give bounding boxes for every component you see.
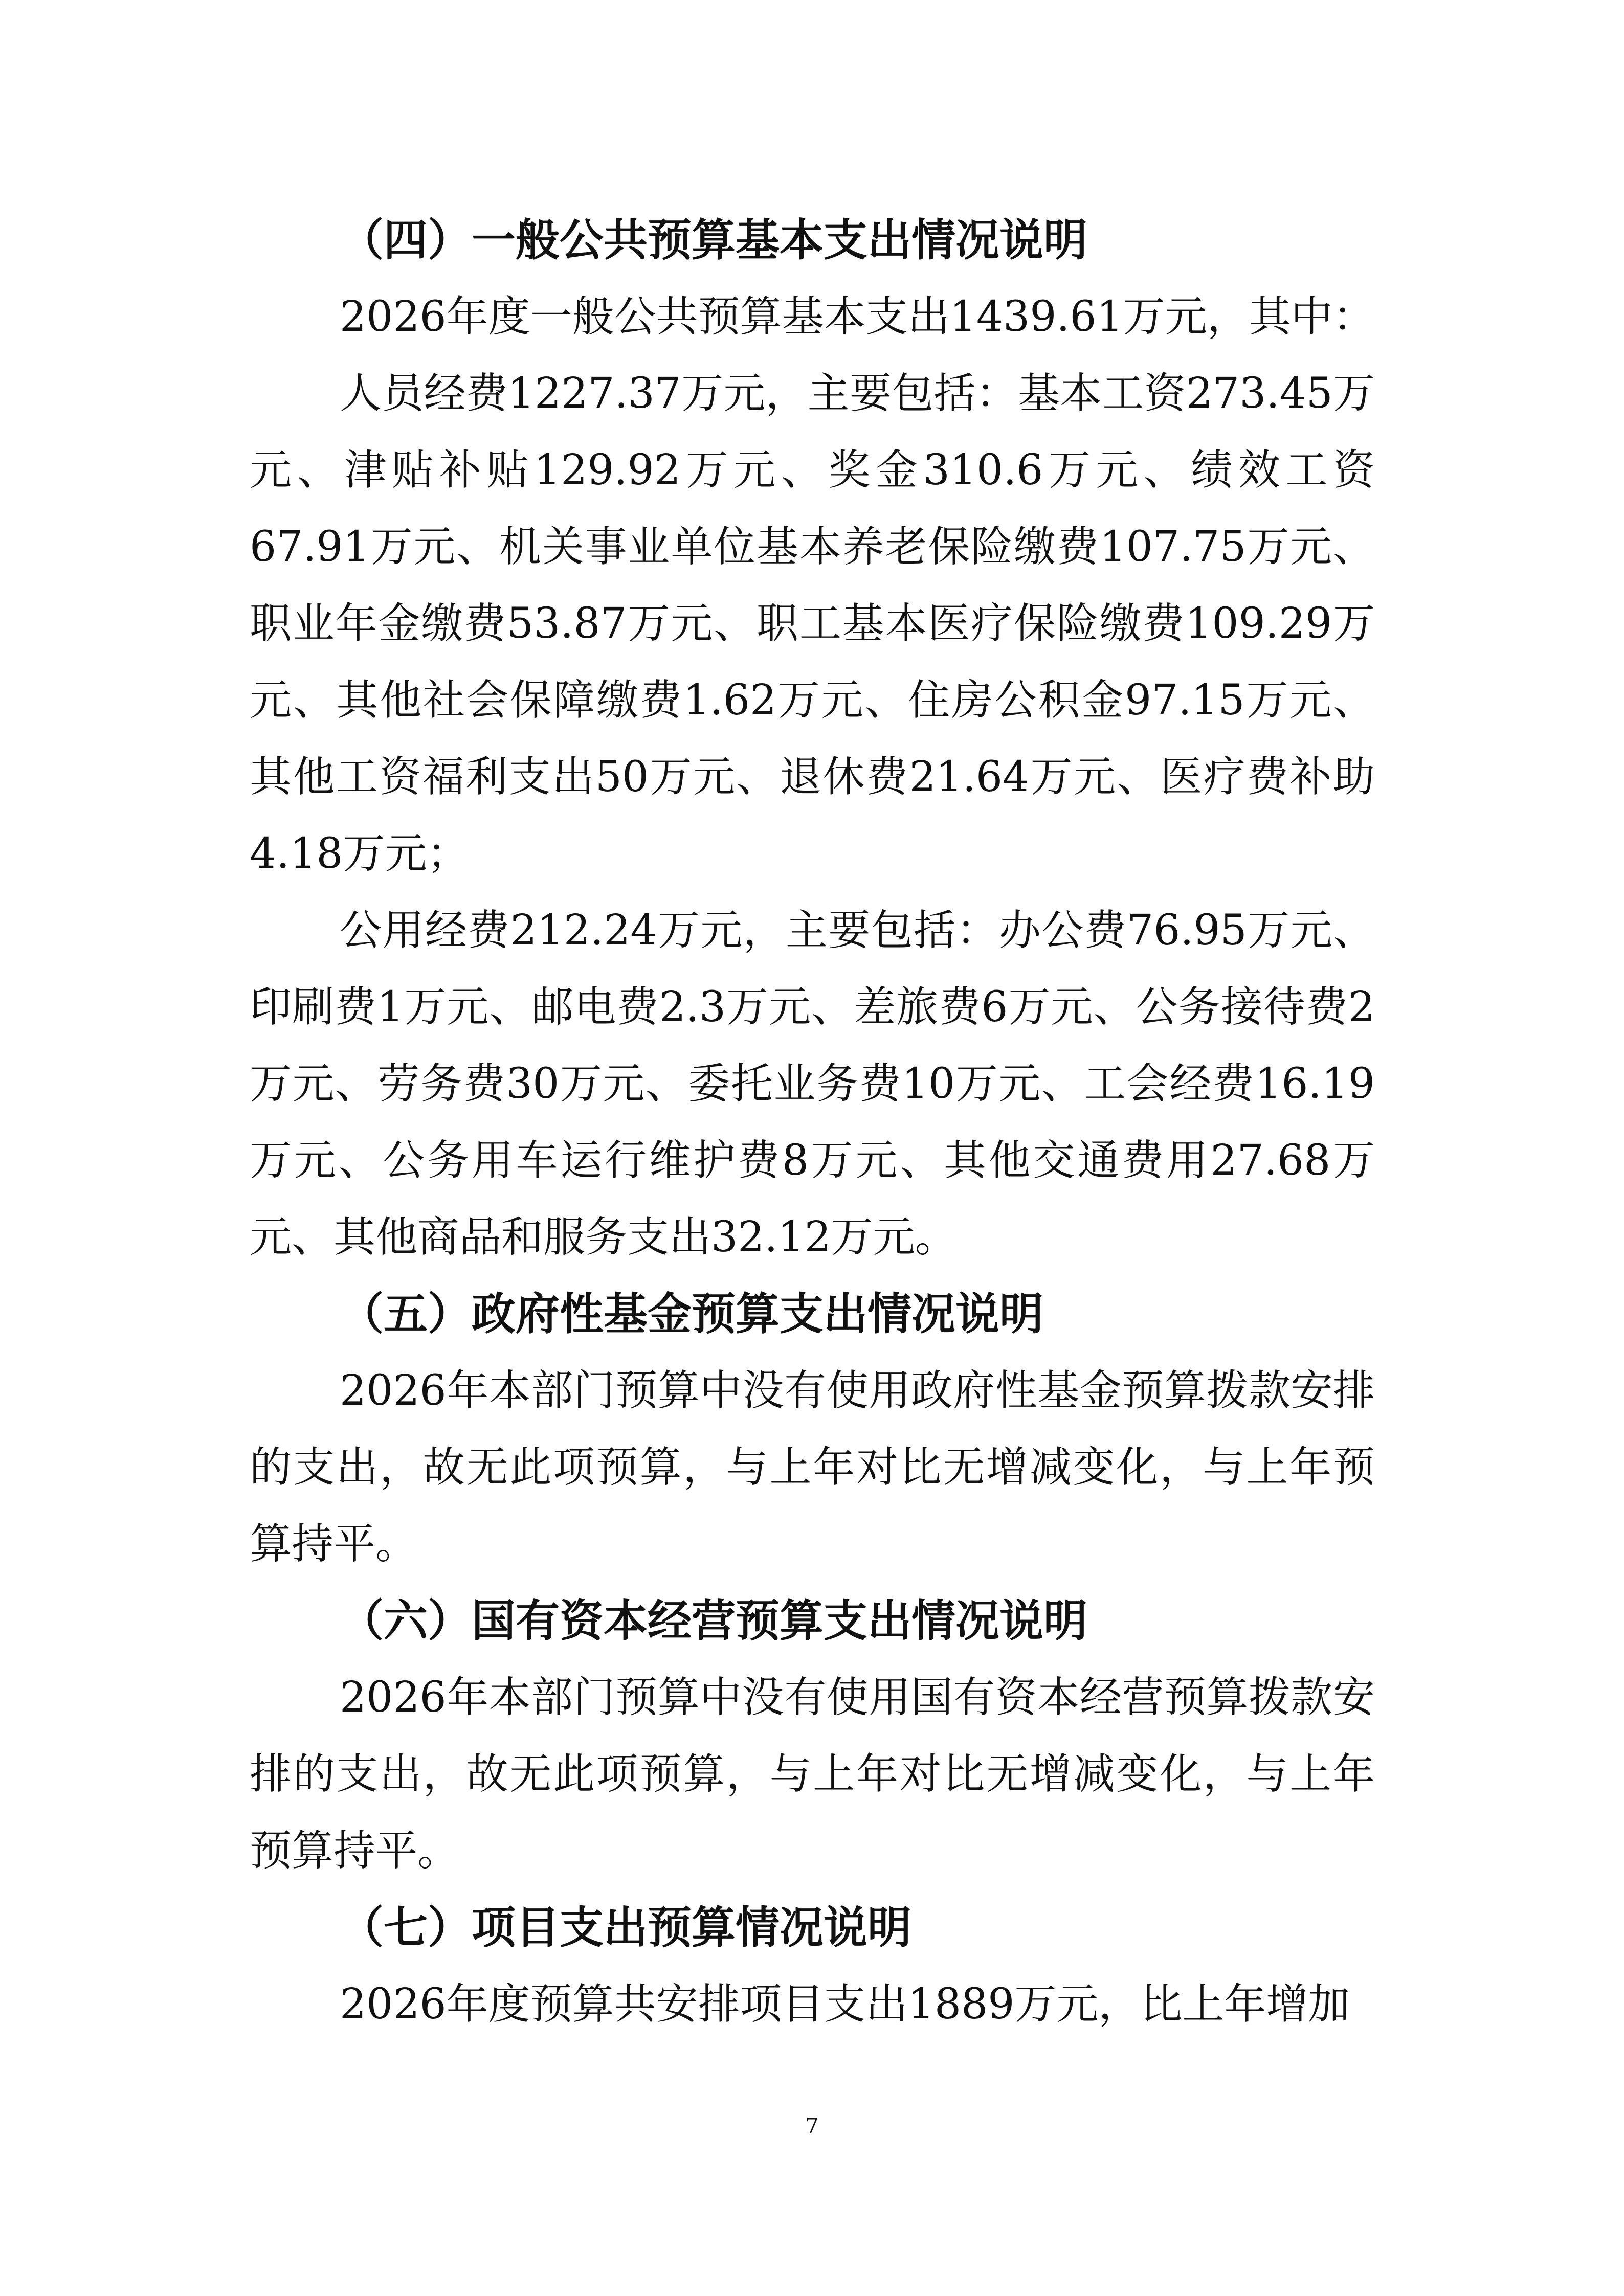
paragraph-personnel-expenses: 人员经费1227.37万元，主要包括：基本工资273.45万元、津贴补贴129.92万元、奖金310.6万元、绩效工资67.91万元、机关事业单位基本养老保险缴费107.75万元、职业年金缴费53.87万元、职工基本医疗保险缴费109.29万元、其他社会保障缴费1.62万元、住房公积金97.15万元、其他工资福利支出50万元、退休费21.64万元、医疗费补助4.18万元； (250, 369, 1375, 878)
paragraph-project-expenditure: 2026年度预算共安排项目支出1889万元，比上年增加 (340, 1980, 1350, 2029)
section-heading-7: （七）项目支出预算情况说明 (340, 1902, 911, 1953)
paragraph-public-expenses: 公用经费212.24万元，主要包括：办公费76.95万元、印刷费1万元、邮电费2.3万元、差旅费6万元、公务接待费2万元、劳务费30万元、委托业务费10万元、工会经费16.19万元、公务用车运行维护费8万元、其他交通费用27.68万元、其他商品和服务支出32.12万元。 (250, 906, 1375, 1262)
section-heading-6: （六）国有资本经营预算支出情况说明 (340, 1595, 1087, 1647)
paragraph-government-fund: 2026年本部门预算中没有使用政府性基金预算拨款安排的支出，故无此项预算，与上年对比无增减变化，与上年预算持平。 (250, 1366, 1375, 1568)
section-heading-5: （五）政府性基金预算支出情况说明 (340, 1289, 1043, 1340)
paragraph-basic-expenditure-total: 2026年度一般公共预算基本支出1439.61万元，其中： (340, 292, 1375, 341)
document-body (250, 202, 1375, 2043)
page-number: 7 (805, 2113, 819, 2139)
paragraph-state-capital: 2026年本部门预算中没有使用国有资本经营预算拨款安排的支出，故无此项预算，与上年对比无增减变化，与上年预算持平。 (250, 1673, 1375, 1875)
section-heading-4: （四）一般公共预算基本支出情况说明 (340, 215, 1087, 266)
